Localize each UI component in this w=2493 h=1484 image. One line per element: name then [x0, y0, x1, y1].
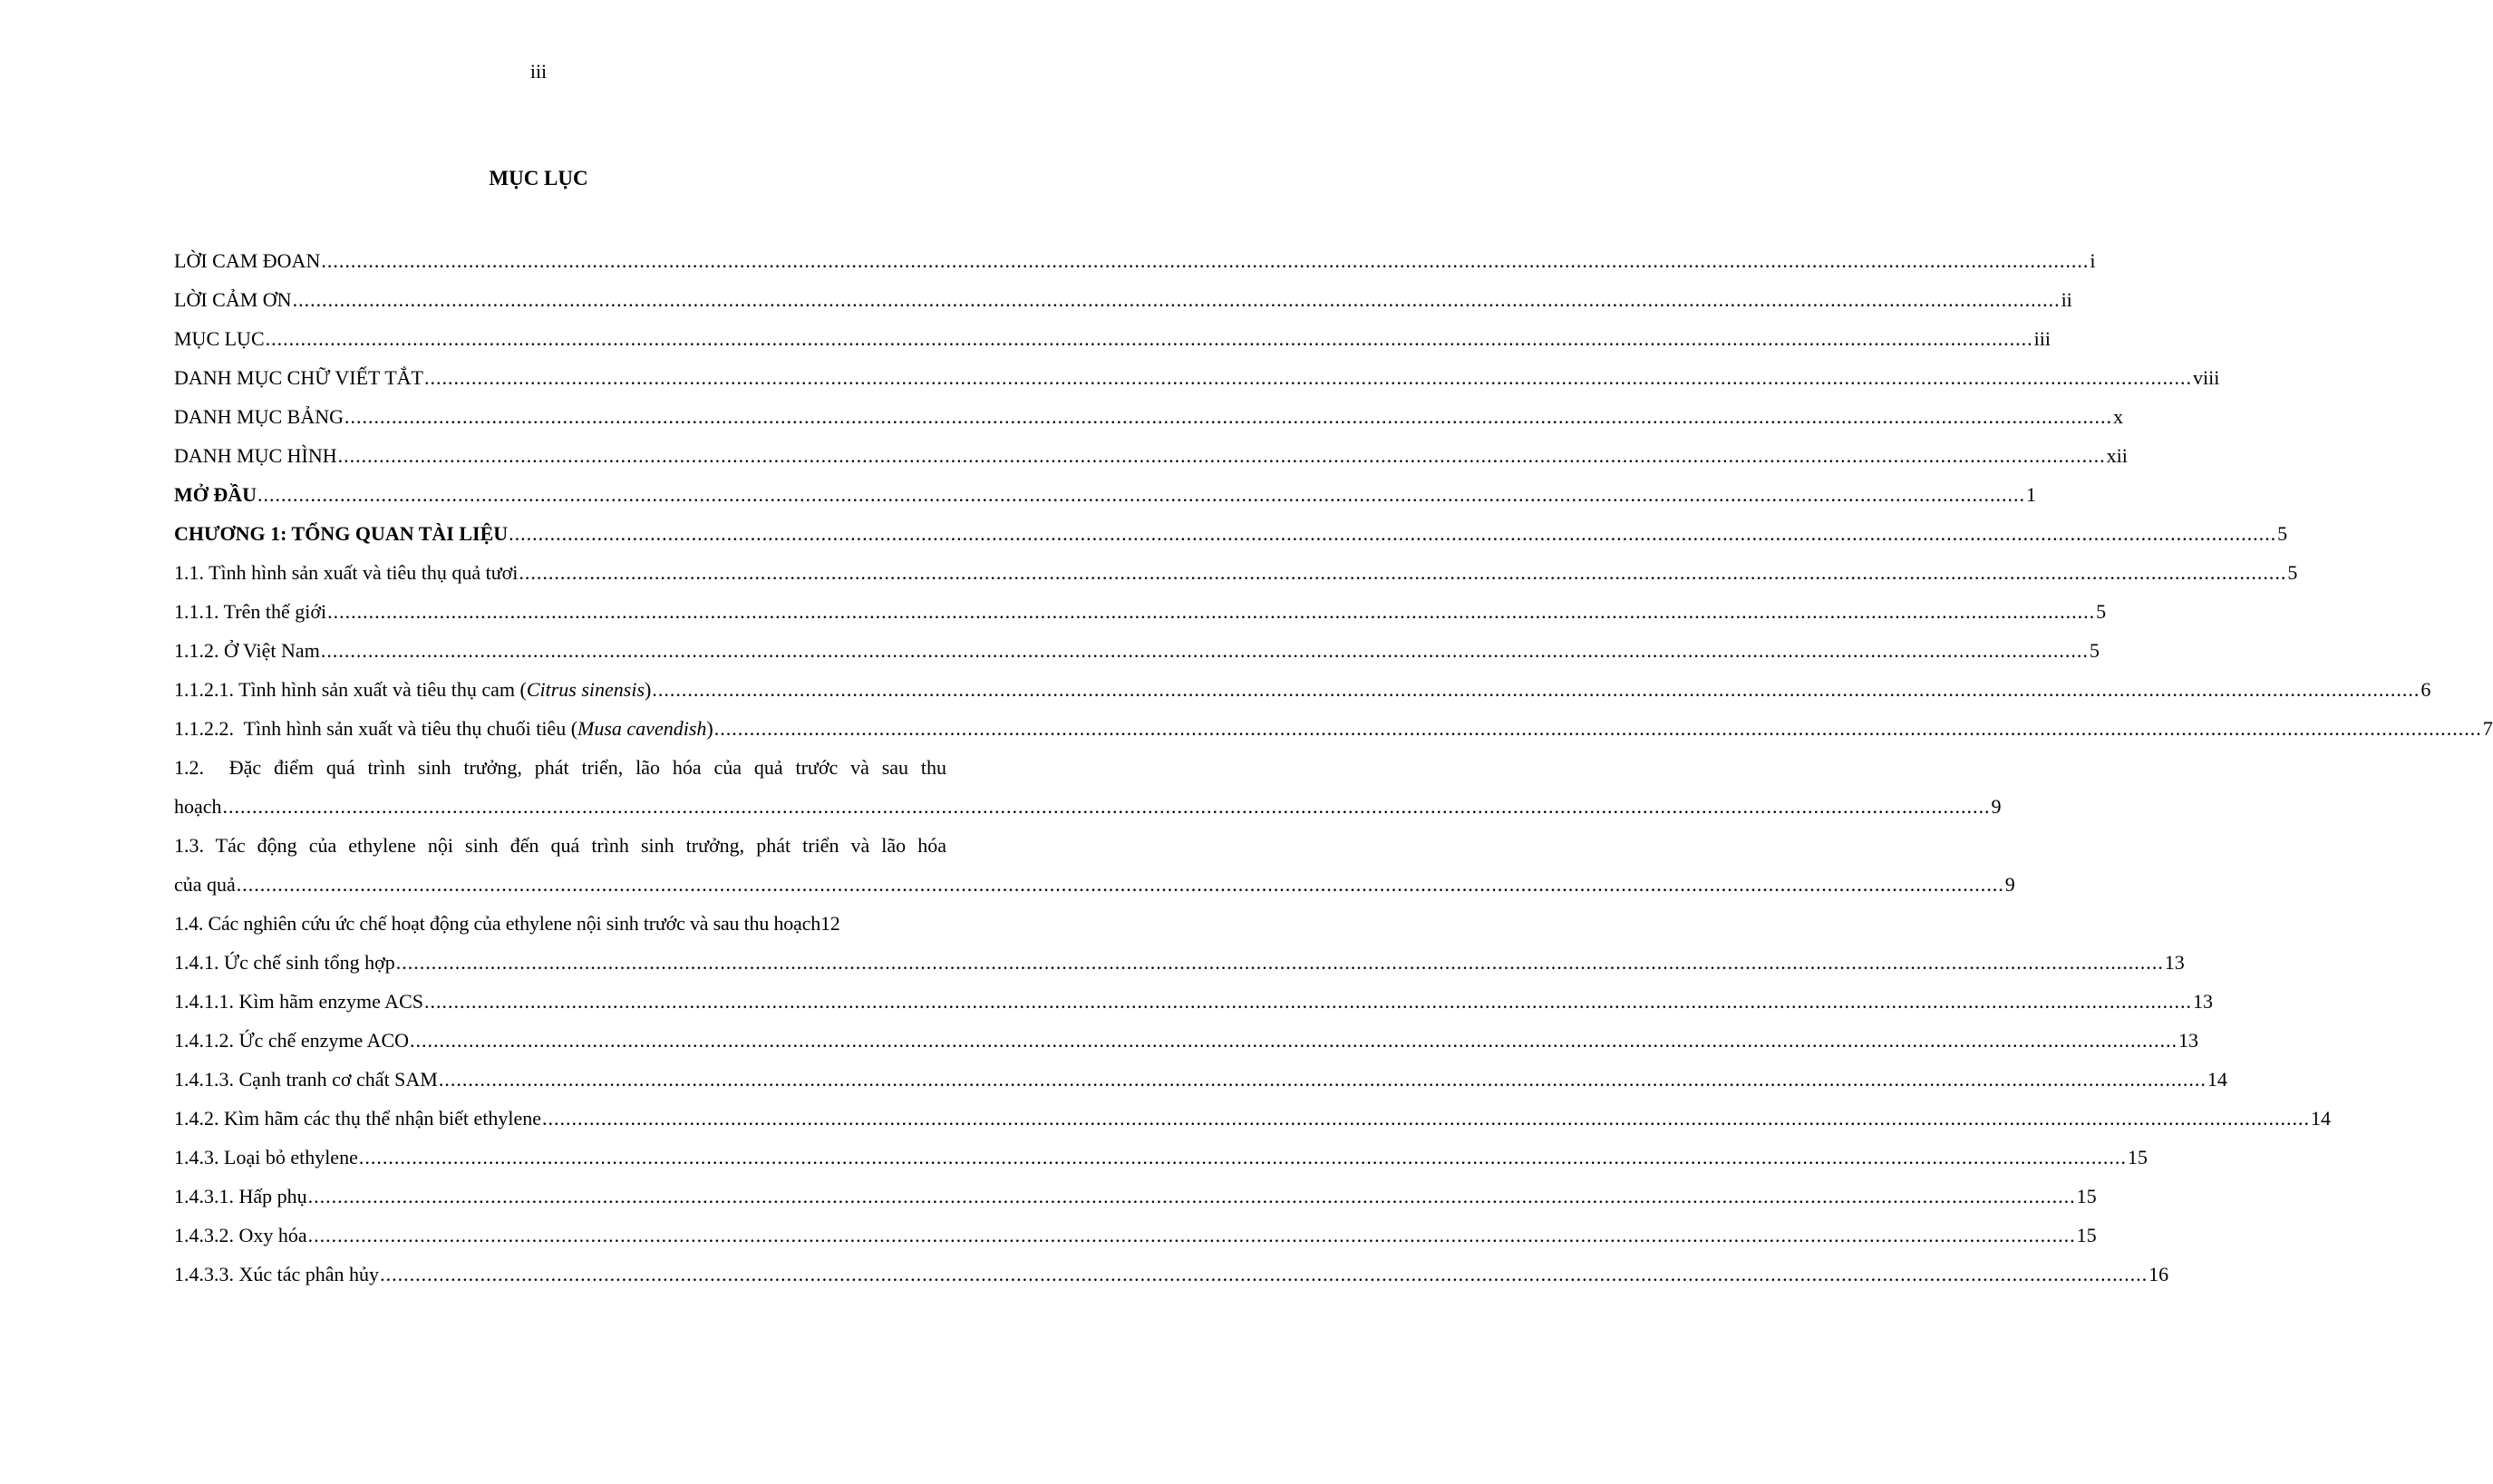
dot-leader: ............................................................................................................................................................................................................................................................................................................ — [307, 1185, 2076, 1208]
toc-entry-label: hoạch — [174, 795, 222, 818]
toc-entry-page: 5 — [2096, 600, 2107, 623]
toc-entry-label: MỤC LỤC — [174, 327, 265, 350]
toc-entry-page: 5 — [2287, 561, 2298, 584]
toc-entry[interactable] — [174, 674, 2431, 705]
toc-entry-page: 15 — [2076, 1185, 2097, 1208]
toc-entry[interactable] — [174, 558, 2298, 588]
toc-entry[interactable] — [174, 363, 2220, 393]
dot-leader: ............................................................................................................................................................................................................................................................................................................ — [320, 639, 2089, 662]
toc-entry-page: 7 — [2482, 717, 2493, 740]
toc-entry[interactable] — [174, 1142, 2148, 1173]
toc-entry-page: 13 — [2192, 990, 2213, 1013]
toc-entry-page: viii — [2192, 366, 2220, 389]
toc-entry[interactable] — [174, 791, 2002, 822]
toc-entry-label: DANH MỤC HÌNH — [174, 444, 337, 467]
toc-entry-label: 1.4. Các nghiên cứu ức chế hoạt động của ethylene nội sinh trước và sau thu hoạch — [174, 912, 820, 935]
toc-entry[interactable] — [174, 246, 2096, 276]
dot-leader: ............................................................................................................................................................................................................................................................................................................ — [222, 795, 1991, 818]
toc-entry-label: DANH MỤC CHỮ VIẾT TẮT — [174, 366, 423, 389]
toc-entry[interactable] — [174, 986, 2213, 1017]
toc-entry-page: 14 — [2311, 1107, 2332, 1130]
dot-leader: ............................................................................................................................................................................................................................................................................................................ — [519, 561, 2287, 584]
toc-entry-label: 1.4.3.1. Hấp phụ — [174, 1185, 307, 1208]
toc-entry-line1[interactable] — [174, 752, 946, 783]
toc-entry[interactable] — [174, 480, 2037, 510]
toc-entry-page: ii — [2061, 288, 2072, 311]
dot-leader: ............................................................................................................................................................................................................................................................................................................ — [307, 1224, 2076, 1246]
toc-entry[interactable] — [174, 441, 2128, 471]
toc-entry-label: 1.4.1.3. Cạnh tranh cơ chất SAM — [174, 1068, 438, 1091]
toc-entry-label: 1.3. Tác động của ethylene nội sinh đến quá trình sinh trưởng, phát triển và lão hóa — [174, 834, 946, 857]
toc-entry[interactable] — [174, 1103, 2332, 1134]
toc-entry-line1[interactable] — [174, 830, 946, 861]
dot-leader: ............................................................................................................................................................................................................................................................................................................ — [652, 678, 2420, 701]
dot-leader: ............................................................................................................................................................................................................................................................................................................ — [410, 1029, 2178, 1052]
toc-entry[interactable] — [174, 908, 946, 939]
toc-entry-label: 1.4.2. Kìm hãm các thụ thể nhận biết ethylene — [174, 1107, 542, 1130]
toc-entry-page: 1 — [2026, 483, 2037, 506]
toc-entry-label — [174, 674, 651, 705]
toc-entry[interactable] — [174, 597, 2107, 627]
toc-entry-page: 13 — [2178, 1029, 2199, 1052]
toc-entry-page: 15 — [2076, 1224, 2097, 1246]
page-number: iii — [529, 60, 548, 82]
toc-entry-label: 1.4.1.2. Ức chế enzyme ACO — [174, 1029, 410, 1052]
toc-entry[interactable] — [174, 402, 2124, 432]
label-text: ) — [645, 678, 652, 701]
toc-entry-page: i — [2090, 249, 2096, 272]
dot-leader: ............................................................................................................................................................................................................................................................................................................ — [358, 1146, 2127, 1169]
dot-leader: ............................................................................................................................................................................................................................................................................................................ — [438, 1068, 2207, 1091]
dot-leader: ............................................................................................................................................................................................................................................................................................................ — [423, 366, 2192, 389]
toc-entry-label: 1.4.3.3. Xúc tác phân hủy — [174, 1263, 380, 1285]
toc-entry[interactable] — [174, 1181, 2097, 1212]
dot-leader: ............................................................................................................................................................................................................................................................................................................ — [509, 522, 2277, 545]
toc-entry-page: 6 — [2420, 678, 2431, 701]
toc-entry-page: 12 — [820, 912, 840, 935]
toc-entry[interactable] — [174, 519, 2288, 549]
label-text: 1.1.2.1. Tình hình sản xuất và tiêu thụ cam ( — [174, 678, 527, 701]
dot-leader: ............................................................................................................................................................................................................................................................................................................ — [344, 405, 2113, 428]
toc-entry-label: 1.4.1. Ức chế sinh tổng hợp — [174, 951, 395, 974]
toc-entry-label: 1.2. Đặc điểm quá trình sinh trưởng, phát triển, lão hóa của quả trước và sau thu — [174, 756, 946, 779]
toc-entry-page: iii — [2033, 327, 2051, 350]
dot-leader: ............................................................................................................................................................................................................................................................................................................ — [327, 600, 2096, 623]
toc-entry-label: 1.1. Tình hình sản xuất và tiêu thụ quả tươi — [174, 561, 519, 584]
dot-leader: ............................................................................................................................................................................................................................................................................................................ — [713, 717, 2482, 740]
species-name: Musa cavendish — [577, 717, 707, 740]
toc-entry-page: 5 — [2277, 522, 2288, 545]
toc-entry-label: 1.4.3.2. Oxy hóa — [174, 1224, 307, 1246]
toc-entry[interactable] — [174, 713, 2493, 744]
label-text: 1.1.2.2. Tình hình sản xuất và tiêu thụ chuối tiêu ( — [174, 717, 578, 740]
toc-entry-label: CHƯƠNG 1: TỔNG QUAN TÀI LIỆU — [174, 522, 509, 545]
species-name: Citrus sinensis — [526, 678, 645, 701]
toc-entry[interactable] — [174, 869, 2015, 900]
toc-title: MỤC LỤC — [489, 167, 588, 189]
toc-entry-page: 13 — [2164, 951, 2185, 974]
toc-entry-label: của quả — [174, 873, 236, 896]
toc-entry-page: 15 — [2127, 1146, 2148, 1169]
dot-leader: ............................................................................................................................................................................................................................................................................................................ — [257, 483, 2026, 506]
toc-entry[interactable] — [174, 635, 2100, 666]
toc-entry[interactable] — [174, 1220, 2097, 1251]
dot-leader: ............................................................................................................................................................................................................................................................................................................ — [423, 990, 2192, 1013]
toc-entry-page: x — [2113, 405, 2124, 428]
dot-leader: ............................................................................................................................................................................................................................................................................................................ — [337, 444, 2106, 467]
toc-entry[interactable] — [174, 947, 2185, 978]
toc-entry-page: 16 — [2149, 1263, 2169, 1285]
toc-entry[interactable] — [174, 1259, 2169, 1290]
toc-entry[interactable] — [174, 324, 2051, 354]
toc-entry-page: 9 — [2004, 873, 2015, 896]
toc-entry[interactable] — [174, 1064, 2227, 1095]
toc-entry-label: 1.1.1. Trên thế giới — [174, 600, 327, 623]
toc-entry[interactable] — [174, 285, 2072, 315]
toc-entry-page: 9 — [1991, 795, 2002, 818]
dot-leader: ............................................................................................................................................................................................................................................................................................................ — [395, 951, 2164, 974]
toc-entry-label — [174, 713, 713, 744]
toc-entry-label: 1.4.3. Loại bỏ ethylene — [174, 1146, 358, 1169]
toc-entry-label: 1.4.1.1. Kìm hãm enzyme ACS — [174, 990, 423, 1013]
toc-entry-page: 14 — [2207, 1068, 2227, 1091]
toc-entry-label: LỜI CAM ĐOAN — [174, 249, 321, 272]
label-text: ) — [706, 717, 713, 740]
toc-entry-label: MỞ ĐẦU — [174, 483, 257, 506]
toc-entry-page: 5 — [2089, 639, 2100, 662]
toc-entry-label: LỜI CẢM ƠN — [174, 288, 292, 311]
dot-leader: ............................................................................................................................................................................................................................................................................................................ — [236, 873, 2004, 896]
dot-leader: ............................................................................................................................................................................................................................................................................................................ — [321, 249, 2090, 272]
dot-leader: ............................................................................................................................................................................................................................................................................................................ — [542, 1107, 2311, 1130]
dot-leader: ............................................................................................................................................................................................................................................................................................................ — [292, 288, 2061, 311]
toc-entry-label: DANH MỤC BẢNG — [174, 405, 344, 428]
dot-leader: ............................................................................................................................................................................................................................................................................................................ — [380, 1263, 2149, 1285]
toc-entry[interactable] — [174, 1025, 2199, 1056]
toc-entry-label: 1.1.2. Ở Việt Nam — [174, 639, 320, 662]
dot-leader: ............................................................................................................................................................................................................................................................................................................ — [265, 327, 2033, 350]
toc-entry-page: xii — [2106, 444, 2128, 467]
